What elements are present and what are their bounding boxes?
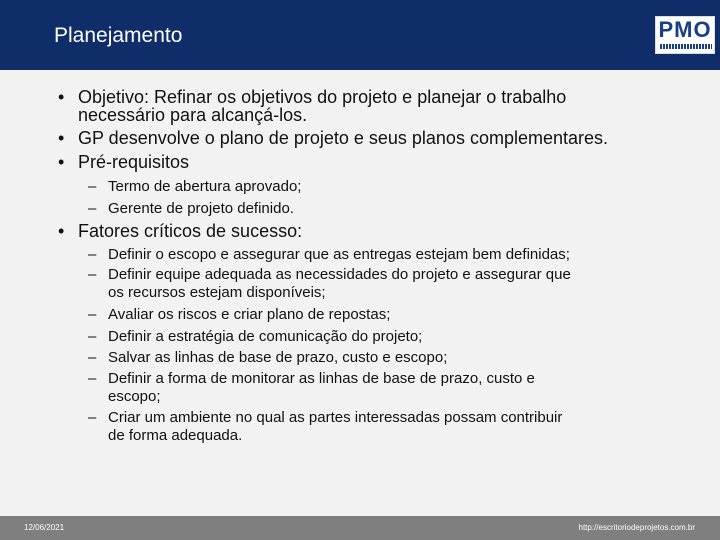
sub-bullet-text: Avaliar os riscos e criar plano de repostas; bbox=[108, 306, 391, 323]
bullet-text: GP desenvolve o plano de projeto e seus planos complementares. bbox=[78, 128, 608, 148]
sub-bullet-text: Definir o escopo e assegurar que as entregas estejam bem definidas; bbox=[108, 246, 570, 263]
footer-date: 12/06/2021 bbox=[24, 523, 65, 532]
bullet-marker: • bbox=[58, 221, 65, 241]
sub-bullet bbox=[58, 178, 698, 195]
sub-bullet-text: Salvar as linhas de base de prazo, custo e escopo; bbox=[108, 349, 448, 366]
sub-bullet bbox=[58, 409, 698, 426]
logo-text: PMO bbox=[658, 17, 712, 42]
sub-bullet-text: Termo de abertura aprovado; bbox=[108, 178, 302, 195]
sub-bullet bbox=[58, 200, 698, 217]
sub-bullet-marker: – bbox=[88, 246, 97, 263]
bullet-marker: • bbox=[58, 152, 65, 172]
bullet-marker: • bbox=[58, 128, 65, 148]
sub-bullet bbox=[58, 306, 698, 323]
sub-bullet-text: Definir a forma de monitorar as linhas de base de prazo, custo e bbox=[108, 370, 535, 387]
sub-bullet-cont bbox=[58, 388, 698, 405]
sub-bullet bbox=[58, 349, 698, 366]
bullet-marker: • bbox=[58, 87, 65, 107]
footer-bar bbox=[0, 516, 720, 540]
sub-bullet-text: Criar um ambiente no qual as partes interessadas possam contribuir bbox=[108, 409, 563, 426]
bullet-text: necessário para alcançá-los. bbox=[78, 105, 308, 125]
bullet-prerequisitos bbox=[58, 153, 698, 172]
sub-bullet-marker: – bbox=[88, 266, 97, 283]
sub-bullet-marker: – bbox=[88, 200, 97, 217]
bullet-text: Fatores críticos de sucesso: bbox=[78, 221, 303, 241]
bullet-gp bbox=[58, 129, 698, 148]
slide-title: Planejamento bbox=[54, 24, 183, 47]
sub-bullet-text: escopo; bbox=[108, 388, 161, 405]
bullet-fatores bbox=[58, 222, 698, 241]
sub-bullet-text: Gerente de projeto definido. bbox=[108, 200, 294, 217]
sub-bullet-marker: – bbox=[88, 306, 97, 323]
bullet-text: Pré-requisitos bbox=[78, 152, 190, 172]
sub-bullet bbox=[58, 266, 698, 283]
sub-bullet-marker: – bbox=[88, 409, 97, 426]
sub-bullet-marker: – bbox=[88, 328, 97, 345]
footer-url-link[interactable]: http://escritoriodeprojetos.com.br bbox=[578, 523, 695, 532]
sub-bullet-text: os recursos estejam disponíveis; bbox=[108, 284, 326, 301]
bullet-text: Objetivo: Refinar os objetivos do projeto e planejar o trabalho bbox=[78, 87, 567, 107]
sub-bullet-cont bbox=[58, 427, 698, 444]
sub-bullet bbox=[58, 328, 698, 345]
sub-bullet-text: de forma adequada. bbox=[108, 427, 243, 444]
sub-bullet bbox=[58, 246, 698, 263]
bullet-objetivo-cont bbox=[58, 106, 698, 125]
sub-bullet-marker: – bbox=[88, 349, 97, 366]
sub-bullet bbox=[58, 370, 698, 387]
sub-bullet-text: Definir a estratégia de comunicação do projeto; bbox=[108, 328, 423, 345]
sub-bullet-marker: – bbox=[88, 370, 97, 387]
sub-bullet-text: Definir equipe adequada as necessidades do projeto e assegurar que bbox=[108, 266, 571, 283]
sub-bullet-marker: – bbox=[88, 178, 97, 195]
sub-bullet-cont bbox=[58, 284, 698, 301]
